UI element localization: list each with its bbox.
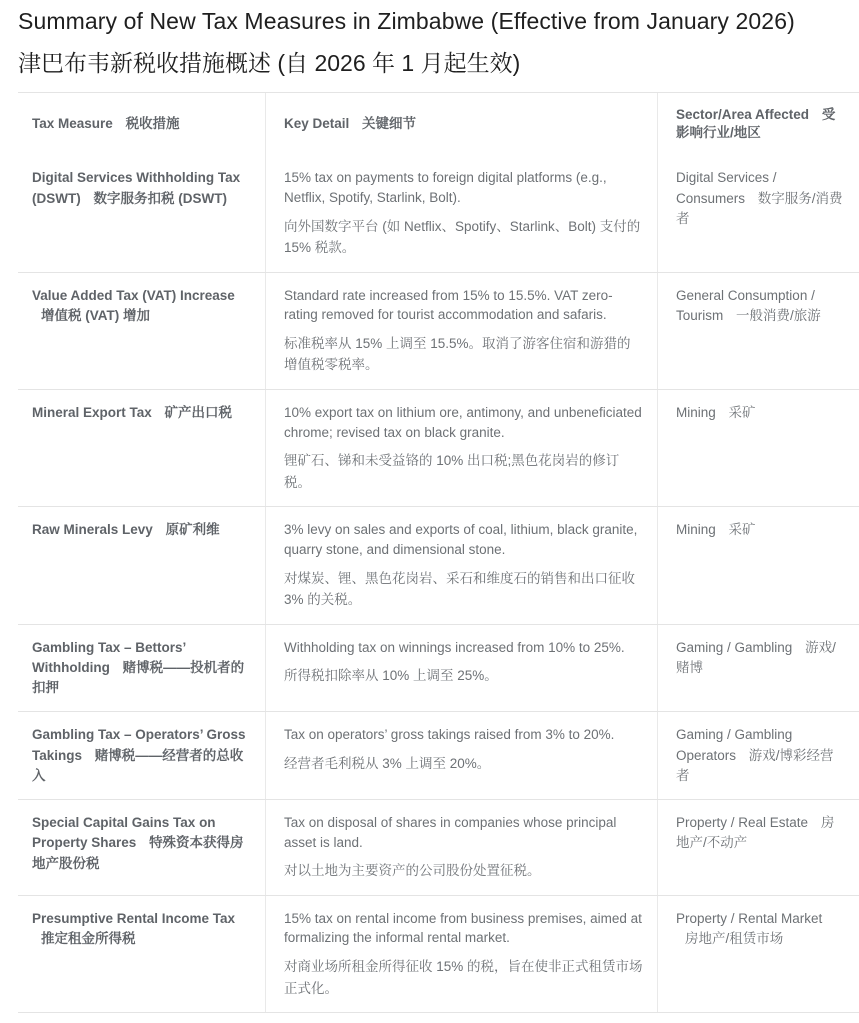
measure-name-zh: 推定租金所得税 <box>41 931 136 947</box>
detail-text-zh: 标准税率从 15% 上调至 15.5%。取消了游客住宿和游猎的增值税零税率。 <box>284 335 631 373</box>
detail-text-en: 15% tax on payments to foreign digital platforms (e.g., Netflix, Spotify, Starlink, Bolt). <box>284 170 607 205</box>
sector-text-en: Property / Rental Market <box>676 910 823 926</box>
measure-cell <box>18 273 265 389</box>
header-sector-zh: 受影响行业/地区 <box>676 107 836 141</box>
measure-cell <box>18 390 265 506</box>
measure-cell <box>18 896 265 1012</box>
sector-text-zh: 一般消费/旅游 <box>736 308 821 323</box>
table-row <box>18 507 859 624</box>
sector-text-en: Mining <box>676 405 716 421</box>
sector-cell <box>657 273 859 389</box>
header-cell-key-detail <box>265 93 657 155</box>
sector-text-zh: 游戏/博彩经营者 <box>676 747 834 783</box>
detail-cell <box>265 625 657 712</box>
header-key-detail-zh: 关键细节 <box>362 116 417 132</box>
detail-text-en: Withholding tax on winnings increased from 10% to 25%. <box>284 639 625 655</box>
detail-cell <box>265 390 657 506</box>
table-row <box>18 712 859 800</box>
detail-cell <box>265 712 657 799</box>
table-row <box>18 625 859 713</box>
table-row <box>18 155 859 272</box>
title-block <box>0 8 859 92</box>
page-title-zh: 津巴布韦新税收措施概述 (自 2026 年 1 月起生效) <box>18 50 521 76</box>
sector-text-en: Property / Real Estate <box>676 815 809 831</box>
detail-text-zh: 所得税扣除率从 10% 上调至 25%。 <box>284 668 498 684</box>
measure-name-zh: 赌博税——投机者的扣押 <box>32 659 245 696</box>
sector-text-zh: 采矿 <box>728 405 756 421</box>
measure-name-zh: 特殊资本获得房地产股份税 <box>32 835 244 871</box>
measure-name-en: Gambling Tax – Bettors’ Withholding <box>32 639 186 675</box>
detail-cell <box>265 155 657 271</box>
sector-cell <box>657 800 859 895</box>
sector-cell <box>657 390 859 506</box>
detail-text-en: 15% tax on rental income from business premises, aimed at formalizing the informal rental market. <box>284 910 642 946</box>
header-key-detail-en: Key Detail <box>284 116 350 132</box>
sector-text-en: Gaming / Gambling <box>676 639 793 655</box>
header-cell-sector <box>657 93 859 155</box>
detail-text-zh: 对商业场所租金所得征收 15% 的税，旨在使非正式租赁市场正式化。 <box>284 959 643 996</box>
table-row <box>18 390 859 507</box>
sector-text-zh: 房地产/租赁市场 <box>685 931 784 947</box>
measure-name-en: Digital Services Withholding Tax (DSWT) <box>32 170 241 206</box>
header-cell-tax-measure <box>18 93 265 155</box>
table-body <box>18 155 859 1012</box>
detail-text-zh: 锂矿石、锑和未受益铬的 10% 出口税;黑色花岗岩的修订税。 <box>284 453 620 490</box>
table-row <box>18 896 859 1012</box>
measure-name-zh: 赌博税——经营者的总收入 <box>32 747 244 783</box>
measure-name-zh: 数字服务扣税 (DSWT) <box>93 190 227 206</box>
sector-text-en: General Consumption / Tourism <box>676 287 815 323</box>
measure-name-en: Presumptive Rental Income Tax <box>32 910 236 926</box>
sector-text-zh: 数字服务/消费者 <box>676 190 843 226</box>
detail-text-en: Tax on disposal of shares in companies whose principal asset is land. <box>284 815 617 850</box>
header-tax-measure-zh: 税收措施 <box>125 116 180 132</box>
measure-name-zh: 增值税 (VAT) 增加 <box>41 308 150 323</box>
table-header-row <box>18 93 859 155</box>
sector-cell <box>657 507 859 623</box>
measure-cell <box>18 712 265 799</box>
measure-cell <box>18 800 265 895</box>
detail-text-en: Standard rate increased from 15% to 15.5%. VAT zero-rating removed for tourist accommodation and safaris. <box>284 287 613 323</box>
sector-text-en: Gaming / Gambling Operators <box>676 727 793 763</box>
detail-text-en: Tax on operators’ gross takings raised from 3% to 20%. <box>284 727 615 743</box>
detail-cell <box>265 896 657 1012</box>
detail-text-en: 3% levy on sales and exports of coal, lithium, black granite, quarry stone, and dimensional stone. <box>284 522 638 557</box>
measure-name-en: Value Added Tax (VAT) Increase <box>32 287 235 303</box>
sector-text-zh: 采矿 <box>728 522 756 538</box>
sector-text-en: Digital Services / Consumers <box>676 170 777 206</box>
detail-text-zh: 对以土地为主要资产的公司股份处置征税。 <box>284 863 541 879</box>
measure-name-zh: 原矿利维 <box>165 522 220 538</box>
detail-cell <box>265 800 657 895</box>
measure-name-zh: 矿产出口税 <box>164 405 233 421</box>
sector-cell <box>657 896 859 1012</box>
sector-text-zh: 房地产/不动产 <box>676 815 835 851</box>
detail-cell <box>265 507 657 623</box>
sector-cell <box>657 155 859 271</box>
page-title: Summary of New Tax Measures in Zimbabwe (Effective from January 2026) <box>18 8 795 34</box>
detail-cell <box>265 273 657 389</box>
measure-name-en: Special Capital Gains Tax on Property Shares <box>32 815 216 851</box>
tax-measures-table <box>18 92 859 1013</box>
detail-text-zh: 向外国数字平台 (如 Netflix、Spotify、Starlink、Bolt) 支付的 15% 税款。 <box>284 218 641 256</box>
table-row <box>18 273 859 390</box>
sector-text-zh: 游戏/赌博 <box>676 639 836 675</box>
measure-cell <box>18 625 265 712</box>
measure-name-en: Raw Minerals Levy <box>32 522 153 538</box>
detail-text-zh: 经营者毛利税从 3% 上调至 20%。 <box>284 756 491 771</box>
measure-name-en: Gambling Tax – Operators’ Gross Takings <box>32 727 246 763</box>
measure-cell <box>18 507 265 623</box>
table-row <box>18 800 859 896</box>
detail-text-en: 10% export tax on lithium ore, antimony, and unbeneficiated chrome; revised tax on black granite. <box>284 405 642 440</box>
header-tax-measure-en: Tax Measure <box>32 116 113 132</box>
header-sector-en: Sector/Area Affected <box>676 107 810 122</box>
measure-cell <box>18 155 265 271</box>
sector-cell <box>657 712 859 799</box>
sector-text-en: Mining <box>676 522 716 538</box>
detail-text-zh: 对煤炭、锂、黑色花岗岩、采石和维度石的销售和出口征收 3% 的关税。 <box>284 570 635 608</box>
sector-cell <box>657 625 859 712</box>
measure-name-en: Mineral Export Tax <box>32 405 152 421</box>
